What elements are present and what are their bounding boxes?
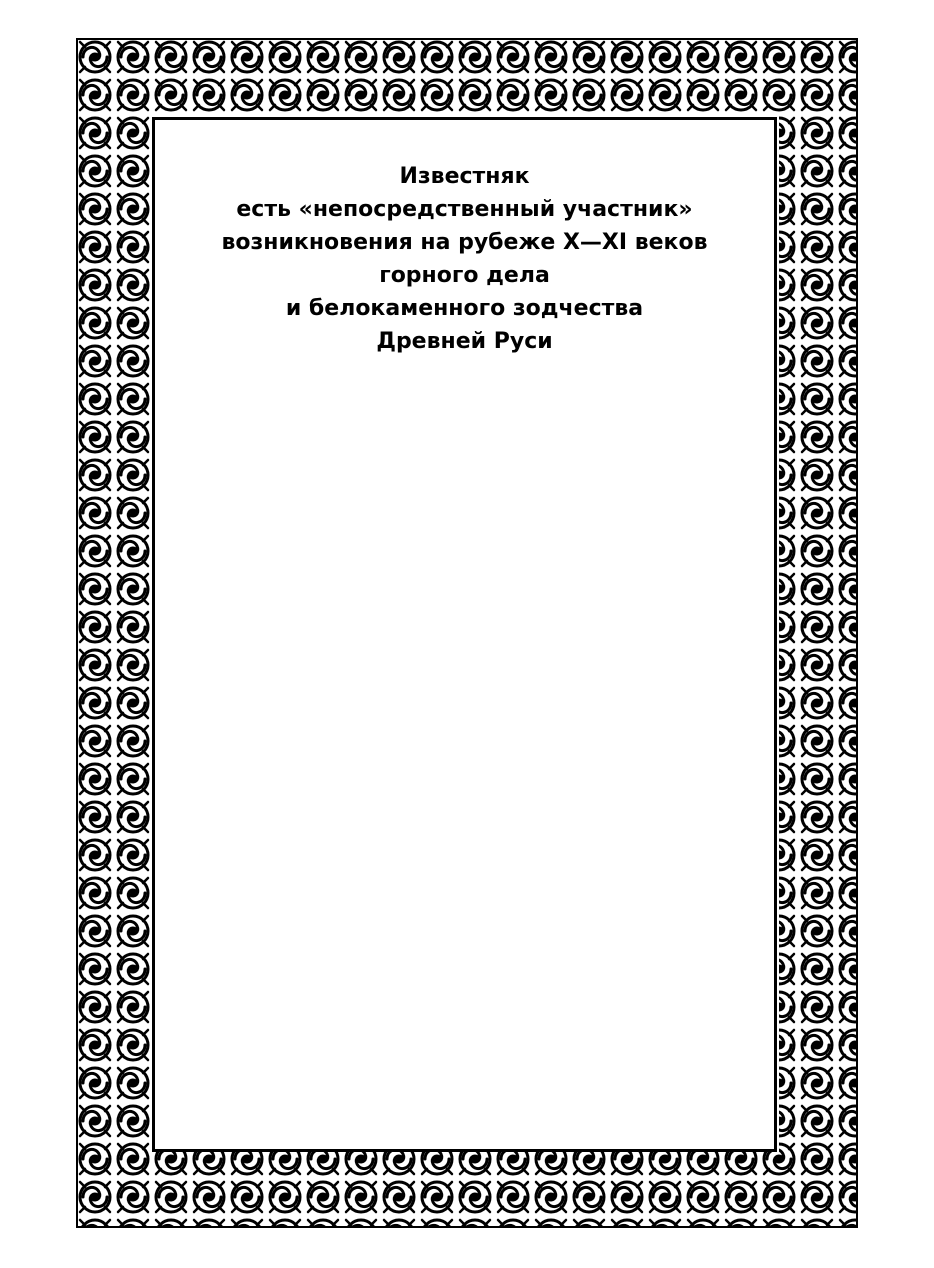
epigraph-line: возникновения на рубеже X—XI веков [221,230,708,255]
epigraph-line: Известняк [399,164,530,189]
epigraph-line: и белокаменного зодчества [285,296,644,321]
epigraph-line: горного дела [379,263,550,288]
epigraph-line: есть «непосредственный участник» [236,197,693,222]
epigraph [152,160,777,358]
epigraph-line: Древней Руси [376,329,553,354]
